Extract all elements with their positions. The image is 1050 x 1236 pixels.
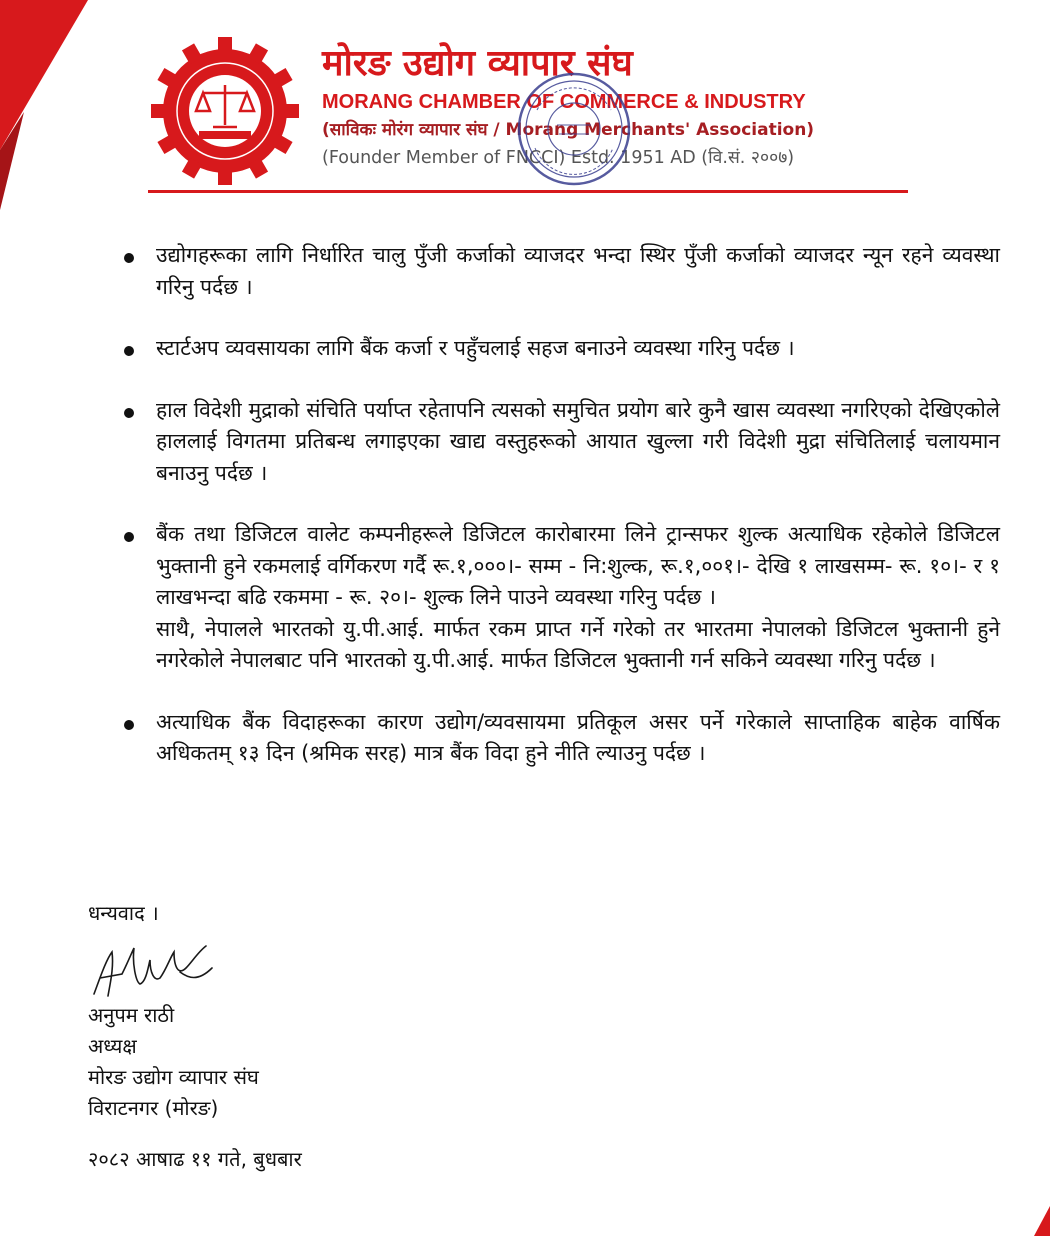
point-text: उद्योगहरूका लागि निर्धारित चालु पुँजी कर्जाको व्याजदर भन्दा स्थिर पुँजी कर्जाको व्याजदर न्यून रहने व्यवस्था गरिनु पर्दछ ।	[156, 243, 1000, 299]
thanks-text: धन्यवाद ।	[88, 901, 159, 925]
bullet-icon	[124, 720, 134, 730]
bullet-icon	[124, 346, 134, 356]
main-content	[120, 240, 1000, 800]
handwritten-signature-icon	[88, 938, 218, 1000]
org-name-nepali: मोरङ उद्योग व्यापार संघ	[322, 43, 633, 84]
point-text: बैंक तथा डिजिटल वालेट कम्पनीहरूले डिजिटल कारोबारमा लिने ट्रान्सफर शुल्क अत्याधिक रहेकोले डिजिटल भुक्तानी हुने रकमलाई वर्गिकरण गर्दै रू.१,०००।- सम्म - नि:शुल्क, रू.१,००१।- देखि १ लाखसम्म- रू. १०।- र १ लाखभन्दा बढि रकममा - रू. २०।- शुल्क लिने पाउने व्यवस्था गरिनु पर्दछ ।	[156, 522, 1000, 609]
scales-of-justice-in-gear-icon	[150, 36, 300, 186]
org-name-english: MORANG CHAMBER OF COMMERCE & INDUSTRY	[322, 91, 806, 113]
signatory-designation: अध्यक्ष	[88, 1034, 137, 1058]
point-text: हाल विदेशी मुद्राको संचिति पर्याप्त रहेतापनि त्यसको समुचित प्रयोग बारे कुनै खास व्यवस्था नगरिएको देखिएकोले हाललाई विगतमा प्रतिबन्ध लगाइएका खाद्य वस्तुहरूको आयात खुल्ला गरी विदेशी मुद्रा संचितिलाई चलायमान बनाउनु पर्दछ ।	[156, 397, 1000, 485]
signatory-name: अनुपम राठी	[88, 1003, 175, 1027]
list-item	[120, 519, 1000, 677]
signatory-location: विराटनगर (मोरङ)	[88, 1096, 219, 1120]
point-continuation-text: साथै, नेपालले भारतको यु.पी.आई. मार्फत रकम प्राप्त गर्ने गरेको तर भारतमा नेपालको डिजिटल भुक्तानी हुने नगरेकोले नेपालबाट पनि भारतको यु.पी.आई. मार्फत डिजिटल भुक्तानी गर्न सकिने व्यवस्था गरिनु पर्दछ ।	[156, 616, 1000, 672]
bullet-icon	[124, 408, 134, 418]
letterhead	[140, 30, 920, 205]
letter-date: २०८२ आषाढ ११ गते, बुधबार	[88, 1147, 302, 1171]
letterhead-divider	[148, 190, 908, 193]
closing-block	[88, 898, 588, 1175]
list-item	[120, 333, 1000, 365]
corner-decoration-top-left	[0, 0, 88, 210]
list-item	[120, 395, 1000, 490]
formerly-name: (साविकः मोरंग व्यापार संघ / Morang Merchants' Association)	[322, 120, 815, 140]
bullet-icon	[124, 532, 134, 542]
point-text: स्टार्टअप व्यवसायका लागि बैंक कर्जा र पहुँचलाई सहज बनाउने व्यवस्था गरिनु पर्दछ ।	[156, 336, 795, 360]
bullet-icon	[124, 253, 134, 263]
point-text: अत्याधिक बैंक विदाहरूका कारण उद्योग/व्यवसायमा प्रतिकूल असर पर्ने गरेकाले साप्ताहिक बाहेक वार्षिक अधिकतम् १३ दिन (श्रमिक सरह) मात्र बैंक विदा हुने नीति ल्याउनु पर्दछ ।	[156, 709, 1000, 765]
round-seal-stamp-icon	[515, 70, 633, 188]
corner-decoration-bottom-right	[1034, 1206, 1050, 1236]
founder-line: (Founder Member of FNCCI) Estd. 1951 AD (वि.सं. २००७)	[322, 148, 795, 168]
list-item	[120, 240, 1000, 303]
list-item	[120, 707, 1000, 770]
signatory-organization: मोरङ उद्योग व्यापार संघ	[88, 1065, 259, 1089]
